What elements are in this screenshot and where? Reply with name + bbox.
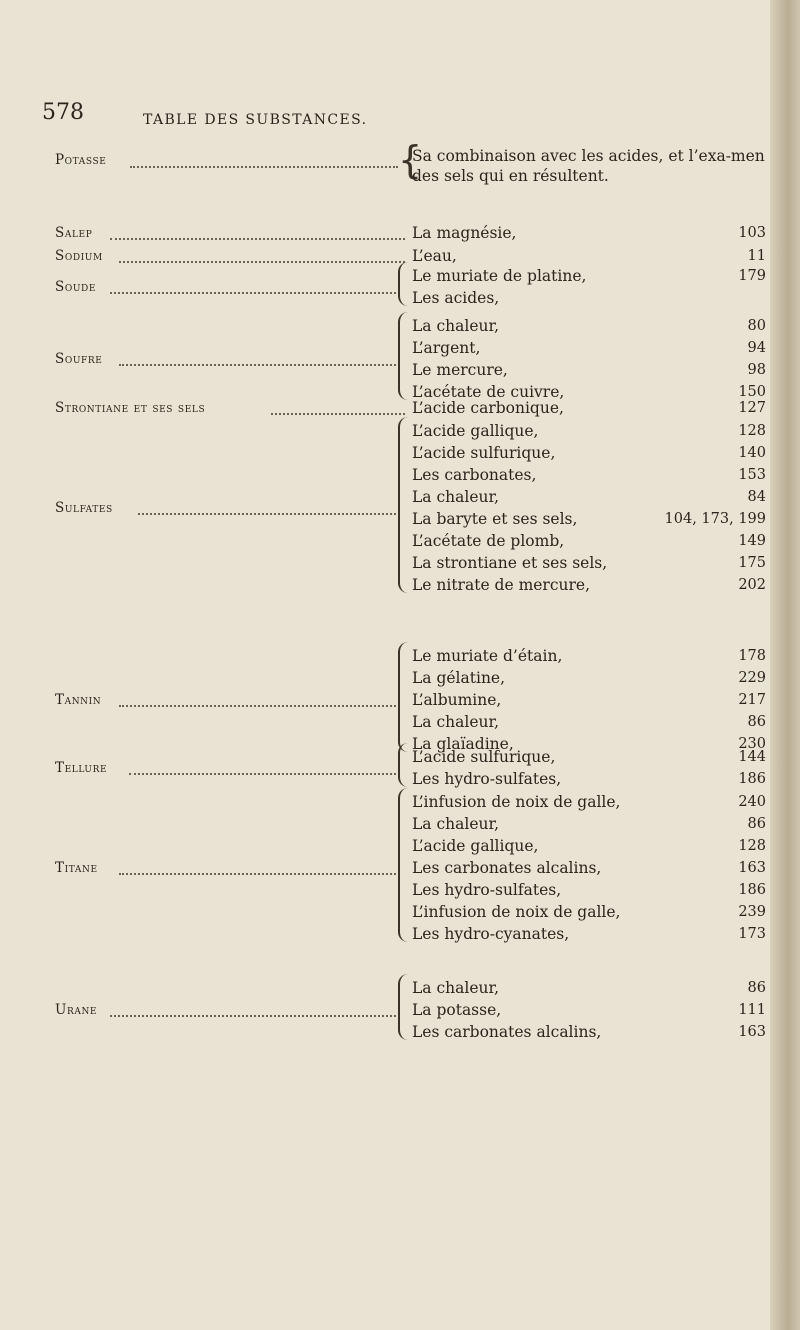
- substance-name: Soude: [55, 279, 96, 295]
- page-reference: 86: [747, 980, 766, 996]
- page-reference: 229: [738, 670, 766, 686]
- potasse-description: Sa combinaison avec les acides, et l’exa-men des sels qui en résultent.: [412, 147, 765, 185]
- entry-item: Les acides,: [412, 289, 500, 307]
- page-reference: 240: [738, 794, 766, 810]
- leader-dots: [110, 236, 406, 240]
- leader-dots: [119, 703, 400, 707]
- page-reference: 140: [738, 445, 766, 461]
- substance-name: Potasse: [55, 152, 107, 168]
- substance-name: Strontiane et ses sels: [55, 400, 206, 416]
- entry-item: Les hydro-sulfates,: [412, 881, 562, 899]
- entry-item: Le nitrate de mercure,: [412, 576, 591, 594]
- page-reference: 128: [738, 838, 766, 854]
- entry-item: La chaleur,: [412, 815, 500, 833]
- entry-item: Les hydro-cyanates,: [412, 925, 570, 943]
- substance-name: Sulfates: [55, 500, 113, 516]
- entry-item: L’infusion de noix de galle,: [412, 903, 621, 921]
- entry-item: L’acide sulfurique,: [412, 748, 556, 766]
- page-reference: 80: [747, 318, 766, 334]
- substance-name: Tannin: [55, 692, 102, 708]
- entry-item: L’acide sulfurique,: [412, 444, 556, 462]
- substance-name: Titane: [55, 860, 98, 876]
- entry-item: La potasse,: [412, 1001, 502, 1019]
- entry-item: La chaleur,: [412, 979, 500, 997]
- page-reference: 179: [738, 268, 766, 284]
- leader-dots: [119, 362, 400, 366]
- leader-dots: [271, 411, 405, 415]
- page-reference: 86: [747, 714, 766, 730]
- entry-item: La chaleur,: [412, 713, 500, 731]
- entry-item: La chaleur,: [412, 488, 500, 506]
- leader-dots: [119, 871, 400, 875]
- page-reference: 150: [738, 384, 766, 400]
- entry-item: Les carbonates alcalins,: [412, 859, 602, 877]
- page-reference: 163: [738, 860, 766, 876]
- substance-name: Salep: [55, 225, 93, 241]
- page-reference: 153: [738, 467, 766, 483]
- entry-item: L’argent,: [412, 339, 481, 357]
- leader-dots: [110, 1013, 401, 1017]
- substance-name: Soufre: [55, 351, 103, 367]
- entry-item: L’acétate de cuivre,: [412, 383, 565, 401]
- entry-item: L’eau,: [412, 247, 457, 265]
- leader-dots: [130, 164, 398, 168]
- page-reference: 175: [738, 555, 766, 571]
- page-reference: 111: [738, 1002, 766, 1018]
- leader-dots: [110, 290, 401, 294]
- page-reference: 173: [738, 926, 766, 942]
- page-reference: 239: [738, 904, 766, 920]
- page-reference: 144: [738, 749, 766, 765]
- page-reference: 186: [738, 771, 766, 787]
- page-reference: 149: [738, 533, 766, 549]
- entry-item: L’infusion de noix de galle,: [412, 793, 621, 811]
- entry-item: Le muriate de platine,: [412, 267, 587, 285]
- entry-item: L’acide gallique,: [412, 837, 539, 855]
- substance-name: Tellure: [55, 760, 108, 776]
- entry-item: La gélatine,: [412, 669, 506, 687]
- page-reference: 94: [747, 340, 766, 356]
- running-title: TABLE DES SUBSTANCES.: [143, 112, 368, 128]
- page-reference: 178: [738, 648, 766, 664]
- page-reference: 11: [747, 248, 766, 264]
- page-reference: 202: [738, 577, 766, 593]
- page-reference: 98: [747, 362, 766, 378]
- entry-item: La magnésie,: [412, 224, 517, 242]
- entry-item: La glaïadine,: [412, 735, 514, 753]
- leader-dots: [119, 259, 405, 263]
- entry-item: Les hydro-sulfates,: [412, 770, 562, 788]
- entry-item: L’acétate de plomb,: [412, 532, 565, 550]
- page-reference: 128: [738, 423, 766, 439]
- entry-item: Les carbonates alcalins,: [412, 1023, 602, 1041]
- entry-item: L’acide gallique,: [412, 422, 539, 440]
- page-reference: 127: [738, 400, 766, 416]
- page-reference: 86: [747, 816, 766, 832]
- page-reference: 104, 173, 199: [664, 511, 766, 527]
- entry-item: La baryte et ses sels,: [412, 510, 578, 528]
- entry-item: La strontiane et ses sels,: [412, 554, 608, 572]
- entry-item: Les carbonates,: [412, 466, 537, 484]
- page-reference: 103: [738, 225, 766, 241]
- leader-dots: [138, 511, 400, 515]
- page-reference: 217: [738, 692, 766, 708]
- brace: {: [398, 138, 423, 182]
- page-reference: 230: [738, 736, 766, 752]
- substance-name: Urane: [55, 1002, 98, 1018]
- entry-item: La chaleur,: [412, 317, 500, 335]
- entry-item: Le muriate d’étain,: [412, 647, 563, 665]
- page-reference: 186: [738, 882, 766, 898]
- page-edge: [770, 0, 800, 1330]
- substance-name: Sodium: [55, 248, 103, 264]
- entry-item: Le mercure,: [412, 361, 508, 379]
- entry-item: L’albumine,: [412, 691, 502, 709]
- entry-item: L’acide carbonique,: [412, 399, 564, 417]
- page-reference: 84: [747, 489, 766, 505]
- leader-dots: [129, 771, 401, 775]
- page-reference: 163: [738, 1024, 766, 1040]
- page-number: 578: [42, 100, 84, 125]
